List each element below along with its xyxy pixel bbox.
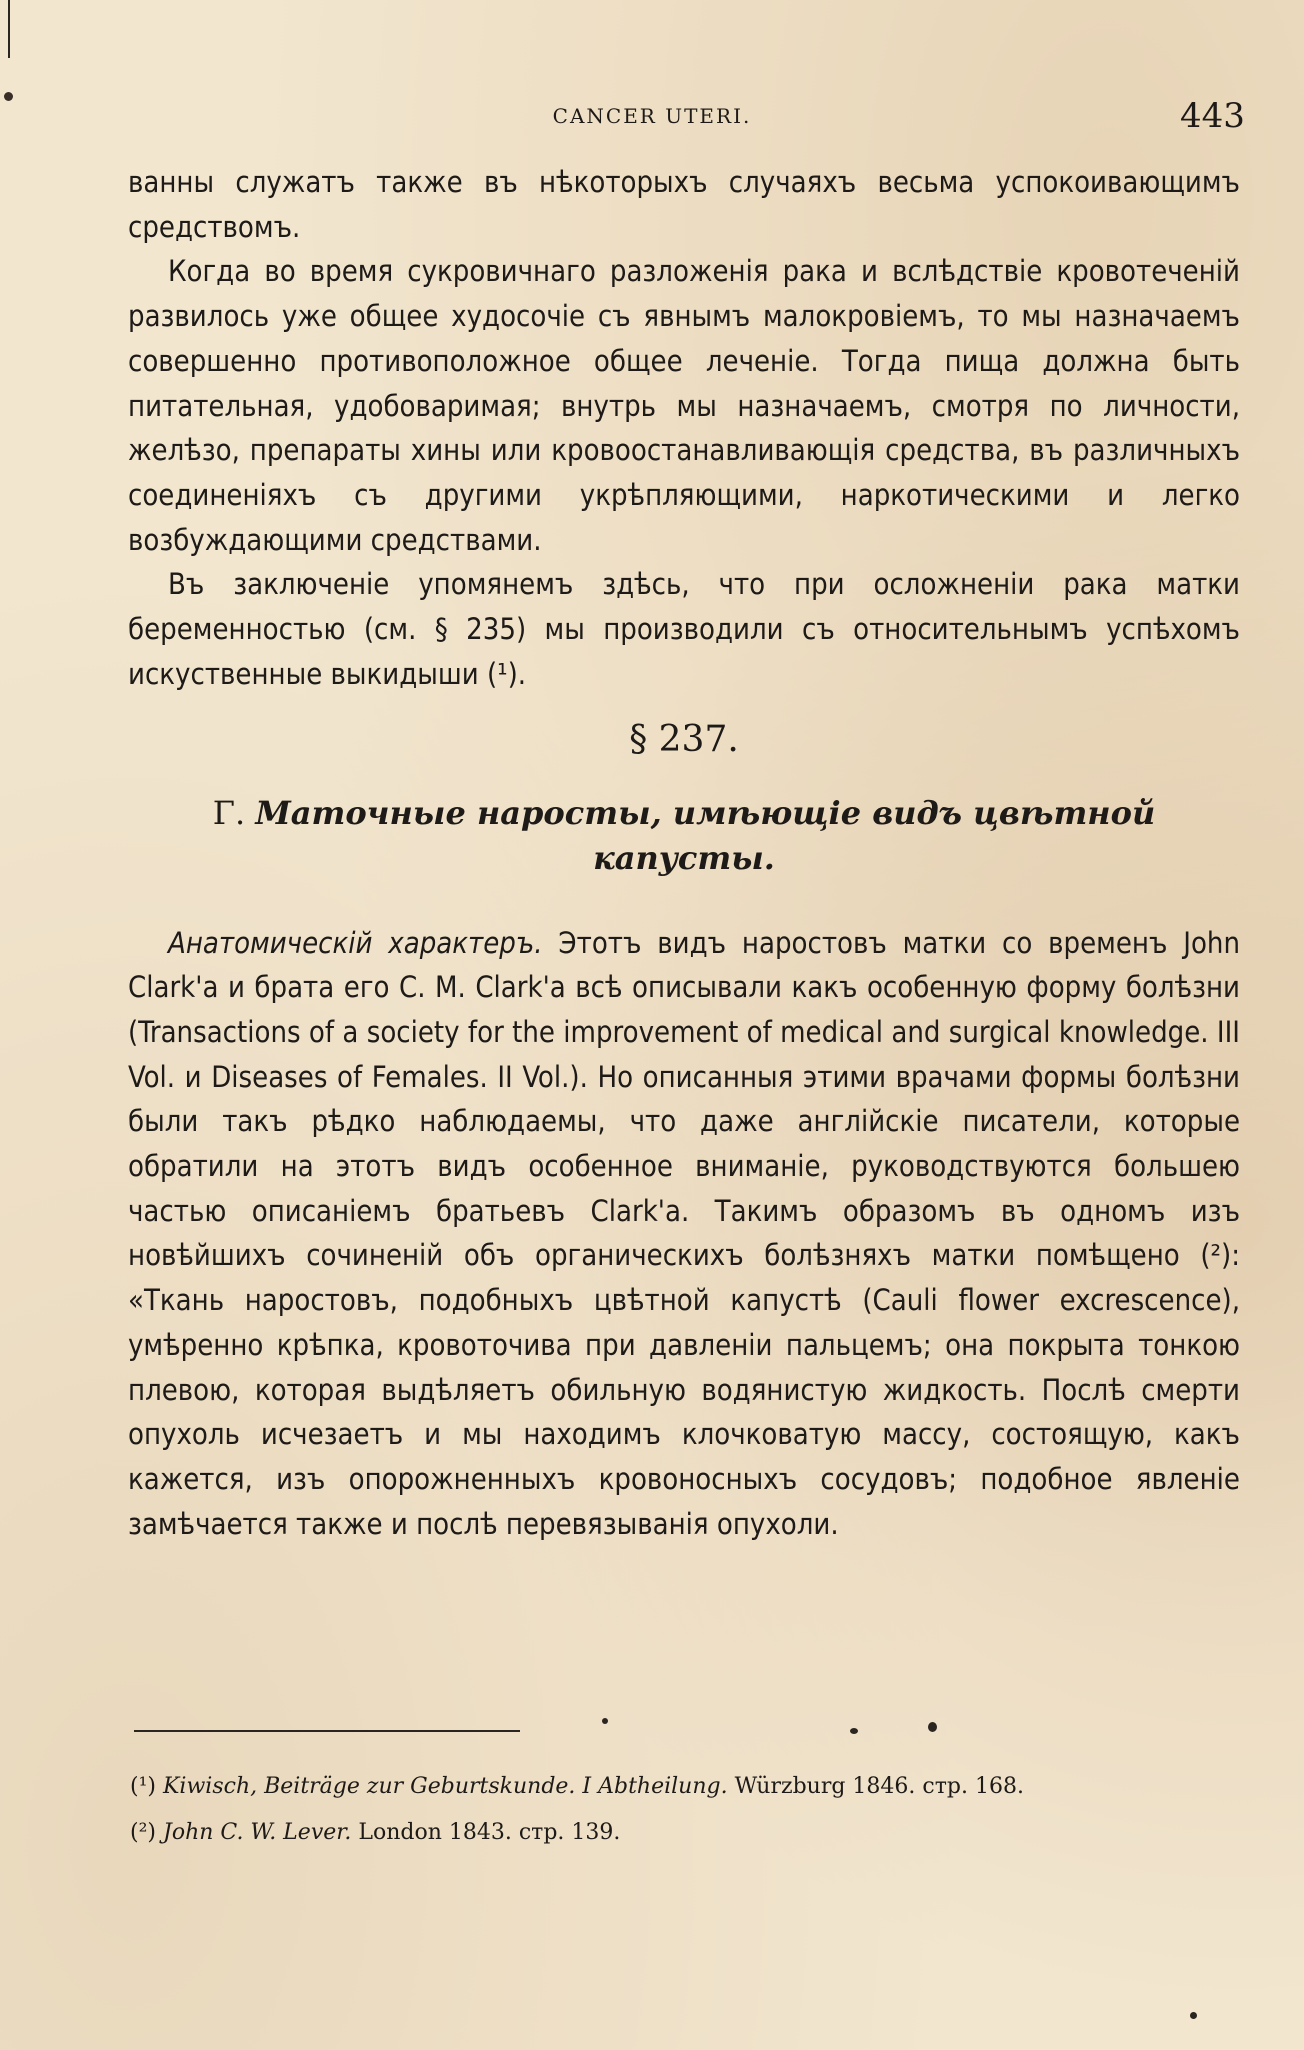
footnote-divider [134,1730,520,1732]
anatomy-lead: Анатомическій характеръ. [168,925,543,960]
paragraph-conclusion: Въ заключеніе упомянемъ здѣсь, что при осложненіи рака матки беременностью (см. § 235) мы производили съ относительнымъ успѣхомъ искуственные выкидыши (¹). [128,567,1240,691]
paragraph-anatomy [128,921,1240,1547]
footnote-1 [130,1770,1240,1804]
footnotes [130,1770,1240,1862]
footnote-2-details: London 1843. стр. 139. [351,1820,621,1845]
ink-spot [1190,2012,1197,2019]
ink-spot [850,1728,858,1734]
ink-spot [928,1722,937,1732]
paragraph-continued: ванны служатъ также въ нѣкоторыхъ случаяхъ весьма успокоивающимъ средствомъ. [128,165,1240,244]
section-heading [128,791,1240,880]
ink-spot [602,1718,608,1724]
section-letter: Γ. [212,794,246,833]
page-number: 443 [1180,96,1245,136]
footnote-2-marker: (²) [130,1820,156,1845]
running-header [0,96,1304,136]
section-title: Маточные наросты, имѣющіе видъ цвѣтной капусты. [255,794,1156,877]
anatomy-text: Этотъ видъ наростовъ матки со временъ John Clark'а и брата его C. M. Clark'а всѣ описывали какъ особенную форму болѣзни (Transactions of a society for the improvement of medical and surgical knowledge. III Vol. и Diseases of Females. II Vol.). Но описанныя этими врачами формы болѣзни были такъ рѣдко наблюдаемы, что даже англійскіе писатели, которые обратили на этотъ видъ особенное вниманіе, руководствуются большею частью описаніемъ братьевъ Clark'а. Такимъ образомъ въ одномъ изъ новѣйшихъ сочиненій объ органическихъ болѣзняхъ матки помѣщено (²): «Ткань наростовъ, подобныхъ цвѣтной капустѣ (Cauli flower excrescence), умѣренно крѣпка, кровоточива при давленіи пальцемъ; она покрыта тонкою плевою, которая выдѣляетъ обильную водянистую жидкость. Послѣ смерти опухоль исчезаетъ и мы находимъ клочковатую массу, состоящую, какъ кажется, изъ опорожненныхъ кровоносныхъ сосудовъ; подобное явленіе замѣчается также и послѣ перевязыванія опухоли. [128,925,1240,1541]
footnote-2-source: John C. W. Lever. [163,1820,352,1845]
main-text [128,160,1240,1546]
section-number: § 237. [629,719,739,761]
footnote-1-marker: (¹) [130,1774,156,1799]
footnote-1-details: Würzburg 1846. стр. 168. [727,1774,1024,1799]
footnote-2 [130,1816,1240,1850]
running-title: CANCER UTERI. [552,104,752,128]
paragraph-treatment: Когда во время сукровичнаго разложенія рака и вслѣдствіе кровотеченій развилось уже общее худосочіе съ явнымъ малокровіемъ, то мы назначаемъ совершенно противоположное общее леченіе. Тогда пища должна быть питательная, удобоваримая; внутрь мы назначаемъ, смотря по личности, желѣзо, препараты хины или кровоостанавливающія средства, въ различныхъ соединеніяхъ съ другими укрѣпляющими, наркотическими и легко возбуждающими средствами. [128,254,1240,557]
footnote-1-source: Kiwisch, Beiträge zur Geburtskunde. I Abtheilung. [163,1774,728,1799]
page-edge-rule [8,0,10,58]
